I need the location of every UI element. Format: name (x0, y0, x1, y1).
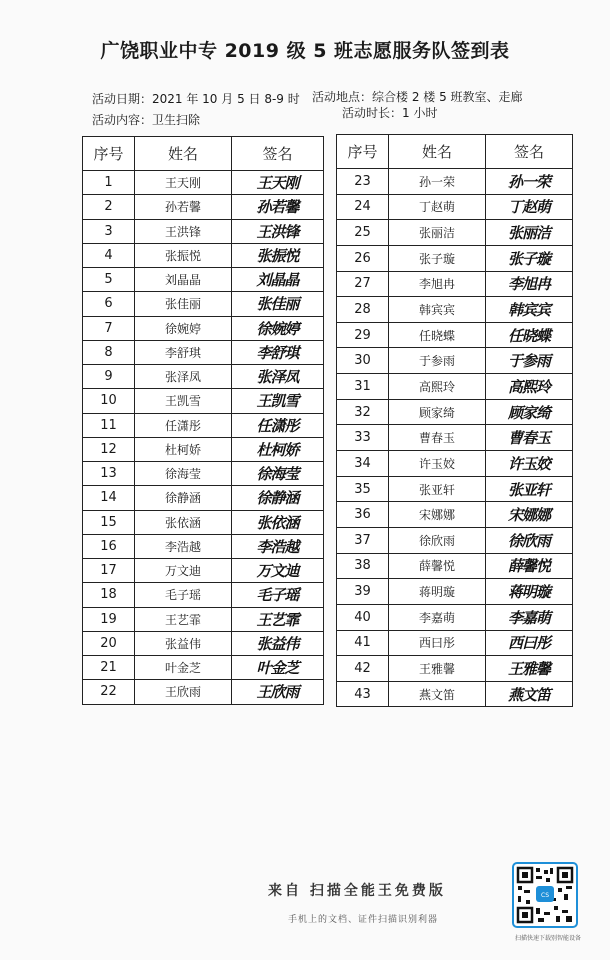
column-header-name: 姓名 (135, 137, 232, 171)
table-row (337, 194, 573, 220)
row-number: 29 (337, 322, 389, 348)
signature: 张振悦 (232, 243, 324, 267)
signature: 徐欣雨 (486, 527, 573, 553)
table-row (337, 374, 573, 400)
student-name: 张丽洁 (389, 220, 486, 246)
row-number: 15 (83, 510, 135, 534)
table-row (337, 297, 573, 323)
signature: 李舒琪 (232, 340, 324, 364)
signature: 王凯雪 (232, 389, 324, 413)
activity-content: 活动内容：卫生扫除 (92, 113, 201, 127)
signature: 薛馨悦 (486, 553, 573, 579)
signature: 刘晶晶 (232, 268, 324, 292)
table-row (337, 604, 573, 630)
row-number: 18 (83, 583, 135, 607)
row-number: 39 (337, 579, 389, 605)
sign-in-table-right (336, 134, 573, 707)
signature: 孙若馨 (232, 195, 324, 219)
signature: 任潇彤 (232, 413, 324, 437)
signature: 毛子瑶 (232, 583, 324, 607)
table-row (83, 268, 324, 292)
row-number: 40 (337, 604, 389, 630)
student-name: 王艺霏 (135, 607, 232, 631)
table-row (83, 437, 324, 461)
row-number: 17 (83, 559, 135, 583)
table-row (83, 680, 324, 704)
row-number: 2 (83, 195, 135, 219)
row-number: 13 (83, 462, 135, 486)
signature: 徐静涵 (232, 486, 324, 510)
student-name: 徐欣雨 (389, 527, 486, 553)
student-name: 王天刚 (135, 171, 232, 195)
signature: 张子璇 (486, 245, 573, 271)
student-name: 孙若馨 (135, 195, 232, 219)
student-name: 于参雨 (389, 348, 486, 374)
student-name: 王雅馨 (389, 656, 486, 682)
table-row (337, 245, 573, 271)
row-number: 30 (337, 348, 389, 374)
signature: 许玉姣 (486, 451, 573, 477)
row-number: 28 (337, 297, 389, 323)
table-row (337, 322, 573, 348)
svg-text:CS: CS (541, 892, 549, 899)
signature: 叶金芝 (232, 656, 324, 680)
table-row (337, 271, 573, 297)
student-name: 顾家绮 (389, 399, 486, 425)
table-header-row (83, 137, 324, 171)
table-row (83, 316, 324, 340)
student-name: 曹春玉 (389, 425, 486, 451)
table-row (83, 510, 324, 534)
row-number: 42 (337, 656, 389, 682)
student-name: 徐婉婷 (135, 316, 232, 340)
signature: 曹春玉 (486, 425, 573, 451)
signature: 王欣雨 (232, 680, 324, 704)
row-number: 6 (83, 292, 135, 316)
activity-duration: 活动时长：1 小时 (342, 106, 438, 120)
student-name: 李嘉萌 (389, 604, 486, 630)
table-row (83, 583, 324, 607)
scanner-tagline: 手机上的文档、证件扫描识别利器 (288, 915, 439, 925)
student-name: 徐静涵 (135, 486, 232, 510)
row-number: 3 (83, 219, 135, 243)
row-number: 24 (337, 194, 389, 220)
table-row (337, 579, 573, 605)
signature: 韩宾宾 (486, 297, 573, 323)
column-header-signature: 签名 (486, 135, 573, 169)
student-name: 张泽凤 (135, 365, 232, 389)
student-name: 薛馨悦 (389, 553, 486, 579)
table-row (337, 681, 573, 707)
signature: 张泽凤 (232, 365, 324, 389)
student-name: 王凯雪 (135, 389, 232, 413)
signature: 张亚轩 (486, 476, 573, 502)
signature: 万文迪 (232, 559, 324, 583)
student-name: 刘晶晶 (135, 268, 232, 292)
row-number: 32 (337, 399, 389, 425)
row-number: 26 (337, 245, 389, 271)
column-header-no: 序号 (83, 137, 135, 171)
row-number: 31 (337, 374, 389, 400)
signature: 王洪锋 (232, 219, 324, 243)
document-title: 广饶职业中专 2019 级 5 班志愿服务队签到表 (100, 40, 510, 62)
table-row (337, 399, 573, 425)
signature: 高熙玲 (486, 374, 573, 400)
qr-code-graphic (514, 864, 576, 926)
student-name: 徐海莹 (135, 462, 232, 486)
student-name: 万文迪 (135, 559, 232, 583)
column-header-no: 序号 (337, 135, 389, 169)
signature: 宋娜娜 (486, 502, 573, 528)
table-header-row (337, 135, 573, 169)
signature: 王艺霏 (232, 607, 324, 631)
signature: 徐海莹 (232, 462, 324, 486)
table-row (337, 630, 573, 656)
table-row (83, 486, 324, 510)
signature: 张佳丽 (232, 292, 324, 316)
sign-in-table-left (82, 136, 324, 705)
signature: 王天刚 (232, 171, 324, 195)
table-row (83, 171, 324, 195)
signature: 任晓蝶 (486, 322, 573, 348)
student-name: 杜柯娇 (135, 437, 232, 461)
row-number: 11 (83, 413, 135, 437)
student-name: 毛子瑶 (135, 583, 232, 607)
row-number: 12 (83, 437, 135, 461)
signature: 张丽洁 (486, 220, 573, 246)
row-number: 19 (83, 607, 135, 631)
student-name: 任晓蝶 (389, 322, 486, 348)
row-number: 7 (83, 316, 135, 340)
student-name: 任潇彤 (135, 413, 232, 437)
student-name: 高熙玲 (389, 374, 486, 400)
student-name: 李旭冉 (389, 271, 486, 297)
signature: 孙一荣 (486, 169, 573, 195)
row-number: 43 (337, 681, 389, 707)
column-header-signature: 签名 (232, 137, 324, 171)
student-name: 蒋明璇 (389, 579, 486, 605)
student-name: 张子璇 (389, 245, 486, 271)
student-name: 李舒琪 (135, 340, 232, 364)
table-row (83, 656, 324, 680)
table-row (83, 292, 324, 316)
row-number: 1 (83, 171, 135, 195)
row-number: 22 (83, 680, 135, 704)
signature: 丁赵萌 (486, 194, 573, 220)
student-name: 李浩越 (135, 534, 232, 558)
student-name: 燕文笛 (389, 681, 486, 707)
row-number: 14 (83, 486, 135, 510)
signature: 张益伟 (232, 631, 324, 655)
student-name: 许玉姣 (389, 451, 486, 477)
table-row (83, 219, 324, 243)
student-name: 张振悦 (135, 243, 232, 267)
row-number: 10 (83, 389, 135, 413)
signature: 张依涵 (232, 510, 324, 534)
row-number: 21 (83, 656, 135, 680)
signature: 顾家绮 (486, 399, 573, 425)
student-name: 张益伟 (135, 631, 232, 655)
student-name: 王欣雨 (135, 680, 232, 704)
table-row (83, 340, 324, 364)
signature: 杜柯娇 (232, 437, 324, 461)
table-row (83, 559, 324, 583)
activity-date: 活动日期：2021 年 10 月 5 日 8-9 时 (92, 92, 300, 106)
student-name: 孙一荣 (389, 169, 486, 195)
signature: 蒋明璇 (486, 579, 573, 605)
table-row (337, 553, 573, 579)
table-row (83, 462, 324, 486)
signature: 李嘉萌 (486, 604, 573, 630)
signature: 燕文笛 (486, 681, 573, 707)
table-row (337, 451, 573, 477)
scanner-watermark: 来自 扫描全能王免费版 (268, 883, 446, 899)
student-name: 韩宾宾 (389, 297, 486, 323)
qr-code-icon (512, 862, 578, 928)
signature: 王雅馨 (486, 656, 573, 682)
table-row (337, 169, 573, 195)
table-row (337, 425, 573, 451)
signature: 徐婉婷 (232, 316, 324, 340)
table-row (83, 413, 324, 437)
student-name: 张依涵 (135, 510, 232, 534)
table-row (337, 348, 573, 374)
table-row (83, 243, 324, 267)
table-row (83, 389, 324, 413)
table-row (83, 195, 324, 219)
student-name: 宋娜娜 (389, 502, 486, 528)
table-row (337, 502, 573, 528)
row-number: 5 (83, 268, 135, 292)
signature: 李浩越 (232, 534, 324, 558)
row-number: 27 (337, 271, 389, 297)
row-number: 20 (83, 631, 135, 655)
row-number: 23 (337, 169, 389, 195)
signature: 西曰彤 (486, 630, 573, 656)
student-name: 叶金芝 (135, 656, 232, 680)
table-row (337, 527, 573, 553)
row-number: 35 (337, 476, 389, 502)
signature: 于参雨 (486, 348, 573, 374)
table-row (337, 220, 573, 246)
table-row (83, 631, 324, 655)
row-number: 37 (337, 527, 389, 553)
row-number: 8 (83, 340, 135, 364)
row-number: 33 (337, 425, 389, 451)
table-row (337, 476, 573, 502)
student-name: 丁赵萌 (389, 194, 486, 220)
qr-caption: 扫描快速下载别智能设备 (514, 935, 581, 942)
row-number: 34 (337, 451, 389, 477)
signature: 李旭冉 (486, 271, 573, 297)
table-row (83, 534, 324, 558)
table-row (83, 365, 324, 389)
row-number: 38 (337, 553, 389, 579)
row-number: 9 (83, 365, 135, 389)
activity-location: 活动地点：综合楼 2 楼 5 班教室、走廊 (312, 90, 523, 104)
student-name: 王洪锋 (135, 219, 232, 243)
row-number: 36 (337, 502, 389, 528)
row-number: 41 (337, 630, 389, 656)
row-number: 25 (337, 220, 389, 246)
column-header-name: 姓名 (389, 135, 486, 169)
table-row (337, 656, 573, 682)
row-number: 16 (83, 534, 135, 558)
row-number: 4 (83, 243, 135, 267)
student-name: 张亚轩 (389, 476, 486, 502)
table-row (83, 607, 324, 631)
student-name: 西曰彤 (389, 630, 486, 656)
student-name: 张佳丽 (135, 292, 232, 316)
